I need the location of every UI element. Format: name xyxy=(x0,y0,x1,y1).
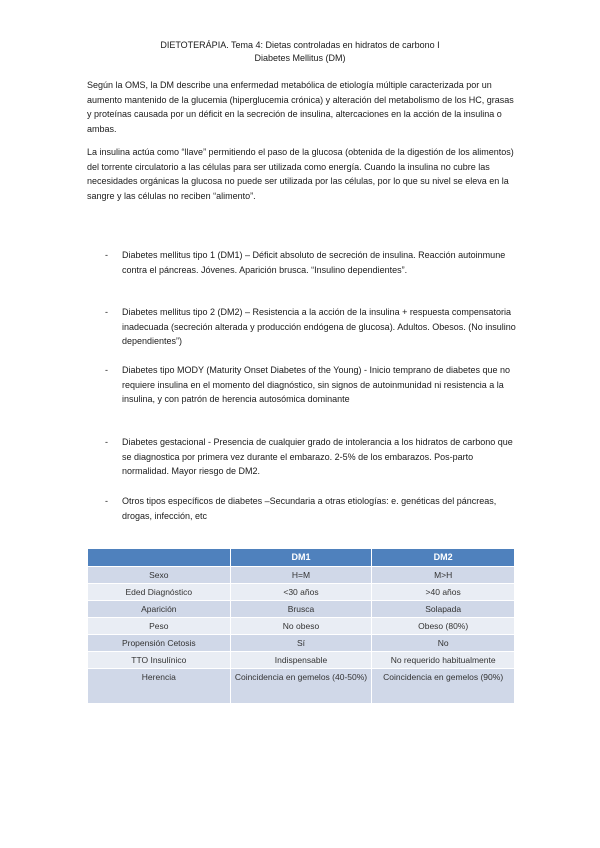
table-cell: M>H xyxy=(372,567,515,584)
bullet-dash: - xyxy=(105,250,108,260)
table-row-label: TTO Insulínico xyxy=(88,652,231,669)
table-row xyxy=(88,652,515,669)
intro-paragraph-2: La insulina actúa como “llave” permitiendo el paso de la glucosa (obtenida de la digestión de los alimentos) del torrente circulatorio a las células para ser utilizada como energía. Cuando la insulina no cubre las necesidades orgánicas la glucosa no puede ser utilizada por las células, por lo que su nivel se eleva en la sangre y las células no reciben “alimento”. xyxy=(87,147,514,201)
table-header-cell xyxy=(88,549,231,567)
table-row xyxy=(88,618,515,635)
table-header-cell: DM1 xyxy=(230,549,372,567)
document-title: DIETOTERÁPIA. Tema 4: Dietas controladas en hidratos de carbono I xyxy=(160,40,440,50)
table-cell: No xyxy=(372,635,515,652)
list-item-text: Diabetes mellitus tipo 1 (DM1) – Déficit absoluto de secreción de insulina. Reacción autoinmune contra el páncreas. Jóvenes. Aparición brusca. “Insulino dependientes”. xyxy=(122,250,506,275)
bullet-dash: - xyxy=(105,365,108,375)
table-cell: No requerido habitualmente xyxy=(372,652,515,669)
table-row xyxy=(88,584,515,601)
table-cell: Coincidencia en gemelos (40-50%) xyxy=(230,669,372,704)
table-row-label: Herencia xyxy=(88,669,231,704)
table-cell: Coincidencia en gemelos (90%) xyxy=(372,669,515,704)
table-cell: Indispensable xyxy=(230,652,372,669)
table-row-label: Propensión Cetosis xyxy=(88,635,231,652)
table-cell: Solapada xyxy=(372,601,515,618)
list-item-text: Diabetes mellitus tipo 2 (DM2) – Resistencia a la acción de la insulina + respuesta compensatoria inadecuada (secreción alterada y producción endógena de glucosa). Adultos. Obesos. (No insulino dependientes”) xyxy=(122,307,516,347)
table-header-cell: DM2 xyxy=(372,549,515,567)
table-cell: >40 años xyxy=(372,584,515,601)
table-row xyxy=(88,669,515,704)
bullet-dash: - xyxy=(105,437,108,447)
table-cell: Obeso (80%) xyxy=(372,618,515,635)
table-cell: Brusca xyxy=(230,601,372,618)
list-item-text: Diabetes tipo MODY (Maturity Onset Diabetes of the Young) - Inicio temprano de diabetes que no requiere insulina en el momento del diagnóstico, sin signos de autoinmunidad ni resistencia a la insulina, y con patrón de herencia autosómica dominante xyxy=(122,365,511,405)
table-row-label: Eded Diagnóstico xyxy=(88,584,231,601)
comparison-table xyxy=(87,548,515,704)
document-subtitle: Diabetes Mellitus (DM) xyxy=(254,53,346,63)
table-cell: H=M xyxy=(230,567,372,584)
table-row xyxy=(88,635,515,652)
bullet-dash: - xyxy=(105,496,108,506)
table-row-label: Aparición xyxy=(88,601,231,618)
table-cell: Sí xyxy=(230,635,372,652)
table-row-label: Sexo xyxy=(88,567,231,584)
list-item-text: Diabetes gestacional - Presencia de cualquier grado de intolerancia a los hidratos de carbono que se diagnostica por primera vez durante el embarazo. 2-5% de los embarazos. Pos-parto normalidad. Mayor riesgo de DM2. xyxy=(122,437,513,477)
table-row-label: Peso xyxy=(88,618,231,635)
table-row xyxy=(88,567,515,584)
list-item-text: Otros tipos específicos de diabetes –Secundaria a otras etiologías: e. genéticas del páncreas, drogas, infección, etc xyxy=(122,496,497,521)
table-cell: <30 años xyxy=(230,584,372,601)
intro-paragraph-1: Según la OMS, la DM describe una enfermedad metabólica de etiología múltiple caracterizada por un aumento mantenido de la glucemia (hiperglucemia crónica) y alteración del metabolismo de los HC, grasas y proteínas causada por un déficit en la secreción de insulina, altercaciones en la acción de la insulina o ambas. xyxy=(87,80,514,134)
table-cell: No obeso xyxy=(230,618,372,635)
bullet-dash: - xyxy=(105,307,108,317)
table-row xyxy=(88,601,515,618)
table-header-row xyxy=(88,549,515,567)
